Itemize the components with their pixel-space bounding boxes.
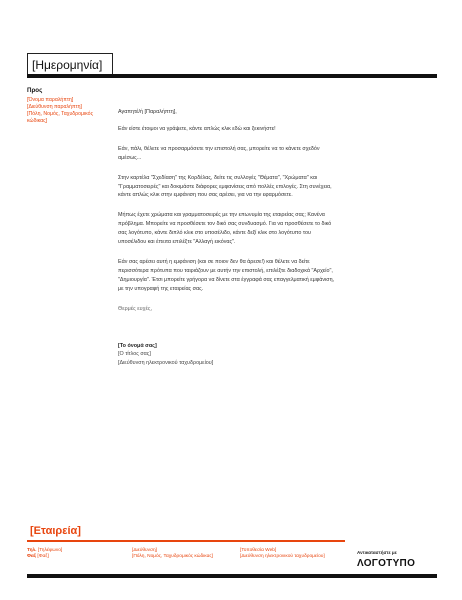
letter-closing[interactable]: Θερμές ευχές, xyxy=(118,305,152,312)
signature-name[interactable]: [Το όνομά σας] xyxy=(118,342,157,349)
logo-placeholder[interactable]: ΛΟΓΟΤΥΠΟ xyxy=(357,558,416,569)
fax-value[interactable]: [Φαξ] xyxy=(37,554,49,560)
signature-block xyxy=(118,342,340,369)
signature-email[interactable]: [Διεύθυνση ηλεκτρονικού ταχυδρομείου] xyxy=(118,360,214,367)
company-name[interactable]: [Εταιρεία] xyxy=(30,525,81,537)
footer-contact xyxy=(27,548,107,561)
letter-paragraph-4[interactable]: Μήπως έχετε χρώματα και γραμματοσειρές με την επωνυμία της εταιρείας σας; Κανένα πρόβλημα. Μπορείτε να προσθέσετε τον δικό σας συνδυασμό. Για να προσθέσετε το δικό σας λογότυπο, κάντε διπλό κλικ στο υποσέλιδο, κάντε δεξί κλικ στο λογότυπο του υποσέλιδου και έπειτα επιλέξτε "Αλλαγή εικόνας". xyxy=(118,212,332,246)
footer-rule xyxy=(27,574,437,578)
footer-street[interactable]: [Διεύθυνση] xyxy=(132,548,158,553)
letter-paragraph-1[interactable]: Εάν είστε έτοιμοι να γράψετε, κάντε απλώς κλικ εδώ και ξεκινήστε! xyxy=(118,125,276,132)
phone-label: Τηλ. xyxy=(27,548,37,553)
footer-address xyxy=(132,548,217,561)
recipient-block xyxy=(27,97,107,125)
signature-title[interactable]: [Ο τίτλος σας] xyxy=(118,351,151,358)
recipient-address[interactable]: [Διεύθυνση παραλήπτη] xyxy=(27,104,82,111)
phone-value[interactable]: [Τηλέφωνο] xyxy=(37,548,63,553)
recipient-label: Προς xyxy=(27,87,43,94)
recipient-city[interactable]: [Πόλη, Νομός, Ταχυδρομικός κώδικας] xyxy=(27,111,94,125)
letter-greeting[interactable]: Αγαπητέ/ή [Παραλήπτη], xyxy=(118,109,177,115)
footer-website[interactable]: [Τοποθεσία Web] xyxy=(240,548,277,553)
letter-paragraph-2[interactable]: Εάν, πάλι, θέλετε να προσαρμόσετε την επιστολή σας, μπορείτε να το κάνετε σχεδόν αμέσως... xyxy=(118,145,320,161)
date-field[interactable]: [Ημερομηνία] xyxy=(27,53,113,78)
header-rule xyxy=(27,74,437,78)
fax-label: Φαξ xyxy=(27,554,37,560)
logo-note: Αντικαταστήστε με xyxy=(357,550,397,555)
footer-web xyxy=(240,548,325,561)
recipient-name[interactable]: [Όνομα παραλήπτη] xyxy=(27,97,74,103)
letter-paragraph-3[interactable]: Στην καρτέλα "Σχεδίαση" της Κορδέλας, δείτε τις συλλογές "Θέματα", "Χρώματα" και "Γραμματοσειρές" και δοκιμάστε διάφορες εμφανίσεις από πολλές επιλογές. Στη συνέχεια, κάντε απλώς κλικ στην εμφάνιση που σας αρέσει, για να την εφαρμόσετε. xyxy=(118,174,332,199)
footer-city[interactable]: [Πόλη, Νομός, Ταχυδρομικός κώδικας] xyxy=(132,554,214,560)
company-rule xyxy=(27,540,345,542)
letter-body xyxy=(118,108,340,368)
footer-email[interactable]: [Διεύθυνση ηλεκτρονικού ταχυδρομείου] xyxy=(240,554,325,560)
letter-paragraph-5[interactable]: Εάν σας αρέσει αυτή η εμφάνιση (και σε ποιον δεν θα άρεσε!) και θέλετε να δείτε περισσότερα πρότυπα που ταιριάζουν με αυτήν την επιστολή, επιλέξτε διαδοχικά "Αρχείο", "Δημιουργία". Έτσι μπορείτε γρήγορα να δίνετε στα έγγραφά σας επαγγελματική εμφάνιση, με την υπογραφή της εταιρείας σας. xyxy=(118,258,335,292)
